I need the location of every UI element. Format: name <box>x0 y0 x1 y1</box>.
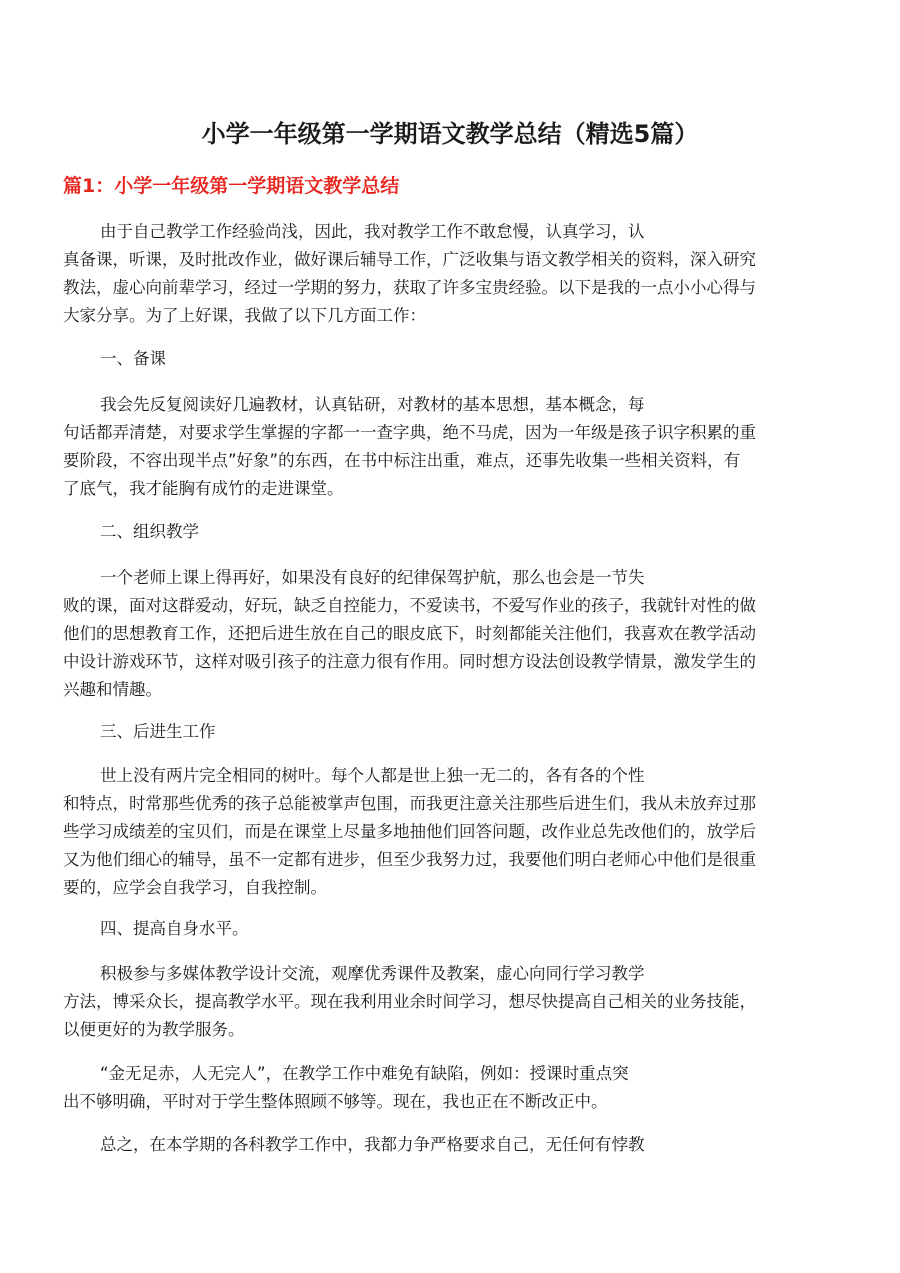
paragraph-line: 方法，博采众长，提高教学水平。现在我利用业余时间学习，想尽快提高自己相关的业务技能， <box>63 992 756 1011</box>
paragraph-conclusion <box>63 1131 843 1159</box>
paragraph-line: 要的，应学会自我学习，自我控制。 <box>63 878 327 897</box>
paragraph-intro <box>63 218 843 330</box>
paragraph-line: 兴趣和情趣。 <box>63 680 162 699</box>
paragraph-line: 句话都弄清楚，对要求学生掌握的字都一一查字典，绝不马虎，因为一年级是孩子识字积累的重 <box>63 423 756 442</box>
paragraph-line: “金无足赤，人无完人”，在教学工作中难免有缺陷，例如：授课时重点突 <box>100 1064 629 1083</box>
paragraph-line: 总之，在本学期的各科教学工作中，我都力争严格要求自己，无任何有悖教 <box>100 1135 645 1154</box>
paragraph-line: 和特点，时常那些优秀的孩子总能被掌声包围，而我更注意关注那些后进生们，我从未放弃过那 <box>63 794 756 813</box>
paragraph-line: 要阶段，不容出现半点”好象”的东西，在书中标注出重，难点，还事先收集一些相关资料，有 <box>63 451 741 470</box>
document-title: 小学一年级第一学期语文教学总结（精选5篇） <box>201 120 699 148</box>
paragraph-line: 些学习成绩差的宝贝们，而是在课堂上尽量多地抽他们回答问题，改作业总先改他们的，放学后 <box>63 822 756 841</box>
paragraph-line: 他们的思想教育工作，还把后进生放在自己的眼皮底下，时刻都能关注他们，我喜欢在教学活动 <box>63 624 756 643</box>
paragraph-line: 败的课，面对这群爱动，好玩，缺乏自控能力，不爱读书，不爱写作业的孩子，我就针对性的做 <box>63 596 756 615</box>
subheading-lesson-prep: 一、备课 <box>100 349 166 368</box>
paragraph-self-improvement <box>63 960 843 1044</box>
subheading-organize-teaching: 二、组织教学 <box>100 522 199 541</box>
paragraph-shortcomings <box>63 1060 843 1116</box>
paragraph-line: 积极参与多媒体教学设计交流，观摩优秀课件及教案，虚心向同行学习教学 <box>100 964 645 983</box>
paragraph-line: 真备课，听课，及时批改作业，做好课后辅导工作，广泛收集与语文教学相关的资料，深入研究 <box>63 250 756 269</box>
paragraph-line: 世上没有两片完全相同的树叶。每个人都是世上独一无二的，各有各的个性 <box>100 766 645 785</box>
paragraph-lesson-prep <box>63 391 843 503</box>
paragraph-struggling-students <box>63 762 843 902</box>
paragraph-line: 我会先反复阅读好几遍教材，认真钻研，对教材的基本思想，基本概念，每 <box>100 395 645 414</box>
paragraph-organize-teaching <box>63 564 843 704</box>
paragraph-line: 中设计游戏环节，这样对吸引孩子的注意力很有作用。同时想方设法创设教学情景，激发学生的 <box>63 652 756 671</box>
paragraph-line: 由于自己教学工作经验尚浅，因此，我对教学工作不敢怠慢，认真学习，认 <box>100 222 645 241</box>
subheading-struggling-students: 三、后进生工作 <box>100 722 216 741</box>
paragraph-line: 一个老师上课上得再好，如果没有良好的纪律保驾护航，那么也会是一节失 <box>100 568 645 587</box>
paragraph-line: 教法，虚心向前辈学习，经过一学期的努力，获取了许多宝贵经验。以下是我的一点小小心得与 <box>63 278 756 297</box>
paragraph-line: 大家分享。为了上好课，我做了以下几方面工作： <box>63 306 426 325</box>
section-heading: 篇1：小学一年级第一学期语文教学总结 <box>63 175 400 197</box>
paragraph-line: 以便更好的为教学服务。 <box>63 1020 245 1039</box>
paragraph-line: 出不够明确，平时对于学生整体照顾不够等。现在，我也正在不断改正中。 <box>63 1092 608 1111</box>
paragraph-line: 又为他们细心的辅导，虽不一定都有进步，但至少我努力过，我要他们明白老师心中他们是很重 <box>63 850 756 869</box>
paragraph-line: 了底气，我才能胸有成竹的走进课堂。 <box>63 479 344 498</box>
subheading-self-improvement: 四、提高自身水平。 <box>100 919 249 938</box>
